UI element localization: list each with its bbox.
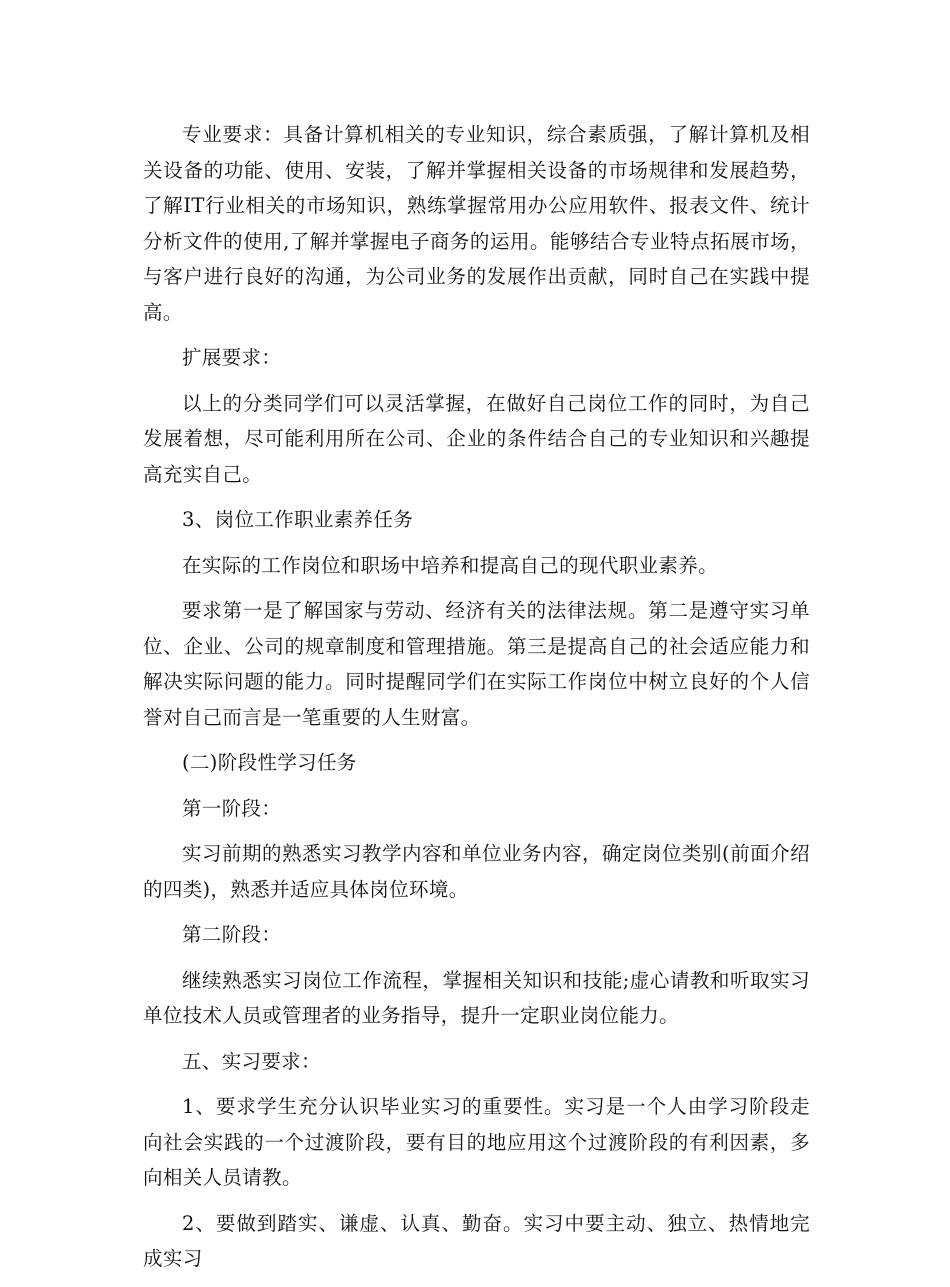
heading-extended-requirements: 扩展要求： <box>182 346 282 369</box>
paragraph-quality-intro: 在实际的工作岗位和职场中培养和提高自己的现代职业素养。 <box>182 553 718 577</box>
paragraph-professional-requirements: 专业要求：具备计算机相关的专业知识，综合素质强，了解计算机及相关设备的功能、使用、安装，了解并掌握相关设备的市场规律和发展趋势，了解IT行业相关的市场知识，熟练掌握常用办公应用软件、报表文件、统计分析文件的使用,了解并掌握电子商务的运用。能够结合专业特点拓展市场，与客户进行良好的沟通，为公司业务的发展作出贡献，同时自己在实践中提高。 <box>143 123 810 324</box>
paragraph-requirement-one: 1、要求学生充分认识毕业实习的重要性。实习是一个人由学习阶段走向社会实践的一个过渡阶段，要有目的地应用这个过渡阶段的有利因素，多向相关人员请教。 <box>143 1095 810 1189</box>
document-body <box>143 117 810 1287</box>
paragraph-quality-requirements: 要求第一是了解国家与劳动、经济有关的法律法规。第二是遵守实习单位、企业、公司的规章制度和管理措施。第三是提高自己的社会适应能力和解决实际问题的能力。同时提醒同学们在实际工作岗位中树立良好的个人信誉对自己而言是一笔重要的人生财富。 <box>143 599 810 729</box>
paragraph-stage-one: 实习前期的熟悉实习教学内容和单位业务内容，确定岗位类别(前面介绍的四类)，熟悉并适应具体岗位环境。 <box>143 842 810 901</box>
paragraph-stage-two: 继续熟悉实习岗位工作流程，掌握相关知识和技能;虚心请教和听取实习单位技术人员或管理者的业务指导，提升一定职业岗位能力。 <box>143 968 810 1027</box>
heading-internship-requirements: 五、实习要求： <box>182 1049 321 1073</box>
heading-staged-learning-tasks: (二)阶段性学习任务 <box>182 751 357 774</box>
paragraph-extended-requirements: 以上的分类同学们可以灵活掌握，在做好自己岗位工作的同时，为自己发展着想，尽可能利用所在公司、企业的条件结合自己的专业知识和兴趣提高充实自己。 <box>143 391 810 486</box>
heading-stage-two: 第二阶段： <box>182 923 282 946</box>
heading-stage-one: 第一阶段： <box>182 796 282 820</box>
paragraph-requirement-two: 2、要做到踏实、谦虚、认真、勤奋。实习中要主动、独立、热情地完成实习 <box>143 1211 810 1270</box>
heading-professional-quality-task: 3、岗位工作职业素养任务 <box>182 508 414 531</box>
